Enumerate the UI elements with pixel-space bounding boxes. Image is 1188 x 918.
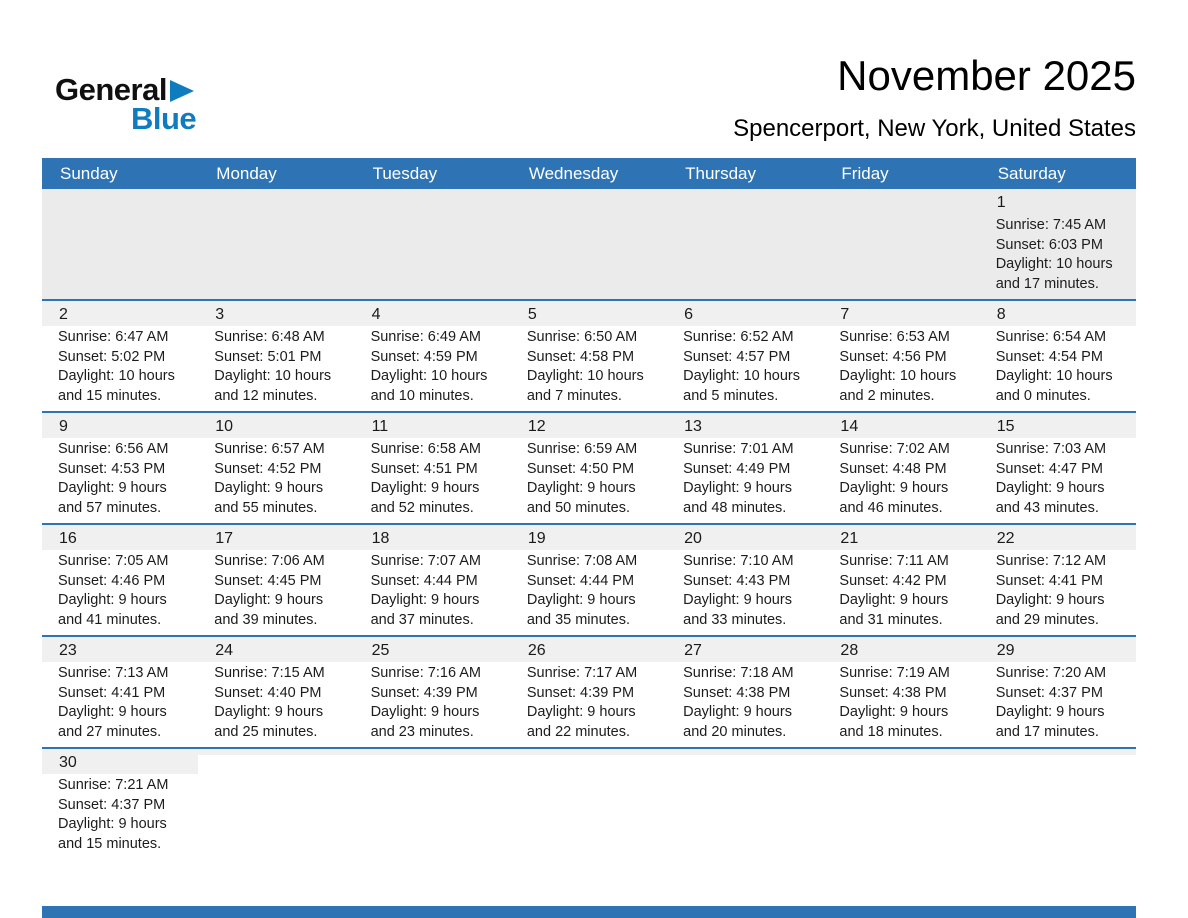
day-detail-line: Sunset: 4:51 PM [370,460,478,477]
day-detail-line: Sunrise: 7:21 AM [58,777,169,793]
day-cell-5 [511,301,667,411]
day-detail-line: Daylight: 9 hours [839,704,949,720]
day-detail-line: and 57 minutes. [58,499,162,516]
day-details [980,550,1136,635]
day-detail-line: Sunrise: 7:20 AM [995,665,1107,681]
day-details [355,195,511,278]
day-details [198,438,354,523]
day-cell-9 [42,413,198,523]
day-detail-line: Sunset: 5:02 PM [58,348,166,365]
calendar-header [733,52,1136,143]
calendar-grid [42,189,1136,859]
day-detail-line: Daylight: 9 hours [214,592,324,608]
day-detail-line: Daylight: 9 hours [58,816,167,832]
day-detail-line: and 39 minutes. [214,611,318,628]
weekday-header-friday: Friday [841,163,889,183]
day-cell-30 [42,749,198,859]
day-details [198,662,354,747]
day-detail-line: Sunset: 4:43 PM [683,572,791,589]
day-detail-line: Sunrise: 7:01 AM [683,441,794,457]
day-detail-line: Sunrise: 7:16 AM [370,665,481,681]
day-detail-line: Sunset: 4:46 PM [58,572,166,589]
general-blue-logo [55,72,196,137]
day-details [823,438,979,523]
day-details [667,195,823,278]
day-detail-line: and 52 minutes. [370,499,474,516]
day-details [511,662,667,747]
day-details [667,755,823,838]
day-detail-line: Daylight: 10 hours [683,368,801,384]
day-detail-line: Sunrise: 6:48 AM [214,329,325,345]
day-cell-4 [355,301,511,411]
location-subtitle: Spencerport, New York, United States [733,115,1136,142]
day-number: 14 [823,413,979,438]
day-detail-line: and 43 minutes. [995,499,1099,516]
day-detail-line: Sunrise: 7:05 AM [58,553,169,569]
day-detail-line: Sunrise: 6:49 AM [370,329,481,345]
day-number: 21 [823,525,979,550]
empty-cell [667,749,823,859]
day-detail-line: and 12 minutes. [214,387,318,404]
day-cell-22 [980,525,1136,635]
empty-cell [823,189,979,299]
day-detail-line: Sunrise: 6:52 AM [683,329,794,345]
empty-cell [823,749,979,859]
day-details [511,550,667,635]
day-detail-line: and 48 minutes. [683,499,787,516]
logo-text-blue: Blue [131,101,197,136]
day-details [667,550,823,635]
logo-text-general: General [55,72,167,107]
day-cell-11 [355,413,511,523]
day-number: 15 [980,413,1136,438]
day-detail-line: Sunrise: 6:59 AM [526,441,638,457]
day-detail-line: Sunset: 4:50 PM [526,460,635,477]
day-number: 13 [667,413,823,438]
day-detail-line: Sunrise: 7:45 AM [995,217,1107,233]
day-cell-27 [667,637,823,747]
day-detail-line: Sunset: 4:41 PM [58,684,166,701]
day-detail-line: and 41 minutes. [58,611,162,628]
day-details [198,195,354,278]
day-cell-13 [667,413,823,523]
day-cell-14 [823,413,979,523]
day-detail-line: and 17 minutes. [995,723,1099,740]
day-detail-line: Daylight: 9 hours [839,480,949,496]
day-detail-line: Daylight: 9 hours [995,592,1105,608]
day-detail-line: and 33 minutes. [683,611,787,628]
day-detail-line: and 55 minutes. [214,499,318,516]
day-details [42,195,198,278]
day-detail-line: Sunset: 4:42 PM [839,572,947,589]
empty-cell [980,749,1136,859]
day-detail-line: Sunrise: 7:12 AM [995,553,1107,569]
empty-cell [198,189,354,299]
day-number: 16 [42,525,198,550]
day-detail-line: Daylight: 9 hours [214,704,324,720]
weekday-header-saturday: Saturday [997,163,1066,183]
day-detail-line: Sunset: 4:57 PM [683,348,791,365]
day-detail-line: Sunset: 6:03 PM [995,236,1103,253]
day-number: 3 [198,301,354,326]
day-detail-line: Daylight: 9 hours [839,592,949,608]
day-number: 17 [198,525,354,550]
day-number: 18 [355,525,511,550]
day-number: 8 [980,301,1136,326]
day-detail-line: Daylight: 9 hours [370,592,480,608]
day-detail-line: Sunrise: 7:02 AM [839,441,950,457]
day-details [823,326,979,411]
empty-cell [355,749,511,859]
day-detail-line: and 2 minutes. [839,387,935,404]
day-details [823,662,979,747]
empty-cell [667,189,823,299]
day-detail-line: Sunset: 4:37 PM [58,796,166,813]
day-detail-line: Sunset: 4:40 PM [214,684,322,701]
day-detail-line: Sunrise: 7:15 AM [214,665,325,681]
day-detail-line: Sunset: 4:38 PM [839,684,947,701]
day-cell-25 [355,637,511,747]
day-number: 30 [42,749,198,774]
day-detail-line: Daylight: 10 hours [214,368,332,384]
day-details [980,214,1136,299]
day-detail-line: Sunrise: 6:58 AM [370,441,481,457]
weekday-header-thursday: Thursday [685,163,757,183]
day-detail-line: Daylight: 9 hours [683,592,792,608]
day-detail-line: Daylight: 9 hours [214,480,324,496]
day-detail-line: and 22 minutes. [526,723,631,740]
day-number: 26 [511,637,667,662]
day-details [511,326,667,411]
day-detail-line: Sunset: 4:53 PM [58,460,166,477]
day-detail-line: and 15 minutes. [58,835,162,852]
day-details [42,662,198,747]
day-detail-line: and 31 minutes. [839,611,943,628]
day-detail-line: Sunrise: 7:17 AM [526,665,638,681]
day-detail-line: Daylight: 9 hours [370,704,480,720]
day-detail-line: Sunset: 4:45 PM [214,572,322,589]
day-detail-line: Sunrise: 6:47 AM [58,329,169,345]
day-cell-8 [980,301,1136,411]
day-detail-line: and 29 minutes. [995,611,1099,628]
day-detail-line: and 20 minutes. [683,723,787,740]
day-detail-line: Sunrise: 7:07 AM [370,553,481,569]
day-detail-line: Sunrise: 7:18 AM [683,665,794,681]
day-details [511,438,667,523]
day-cell-7 [823,301,979,411]
day-cell-28 [823,637,979,747]
day-detail-line: Sunrise: 7:03 AM [995,441,1107,457]
empty-cell [42,189,198,299]
day-details [42,550,198,635]
day-detail-line: Sunset: 4:41 PM [995,572,1103,589]
day-details [355,438,511,523]
weekday-header-monday: Monday [216,163,277,183]
day-detail-line: Daylight: 9 hours [995,704,1105,720]
day-detail-line: and 0 minutes. [995,387,1091,404]
calendar-table [42,158,1136,859]
day-detail-line: Sunset: 4:47 PM [995,460,1103,477]
day-detail-line: Daylight: 10 hours [995,368,1113,384]
day-detail-line: Sunrise: 7:10 AM [683,553,794,569]
week-row-6 [42,747,1136,859]
day-detail-line: and 35 minutes. [526,611,631,628]
day-detail-line: Daylight: 10 hours [526,368,644,384]
week-row-5 [42,635,1136,747]
day-detail-line: Sunrise: 6:50 AM [526,329,638,345]
day-details [823,550,979,635]
day-details [355,755,511,838]
day-detail-line: Sunrise: 7:08 AM [526,553,638,569]
day-details [823,195,979,278]
day-cell-15 [980,413,1136,523]
day-number: 11 [355,413,511,438]
day-detail-line: Daylight: 9 hours [58,480,167,496]
day-details [198,550,354,635]
day-detail-line: and 15 minutes. [58,387,162,404]
day-detail-line: Daylight: 10 hours [370,368,488,384]
day-number: 20 [667,525,823,550]
day-detail-line: and 23 minutes. [370,723,474,740]
day-detail-line: Sunset: 4:39 PM [370,684,478,701]
day-detail-line: Sunset: 4:39 PM [526,684,635,701]
weekday-header-wednesday: Wednesday [528,163,619,183]
day-detail-line: Daylight: 10 hours [58,368,175,384]
day-detail-line: Daylight: 9 hours [58,704,167,720]
day-details [667,326,823,411]
empty-cell [198,749,354,859]
day-detail-line: Daylight: 9 hours [995,480,1105,496]
day-details [667,662,823,747]
day-details [355,662,511,747]
day-number: 19 [511,525,667,550]
day-detail-line: and 5 minutes. [683,387,779,404]
day-number: 7 [823,301,979,326]
day-detail-line: Daylight: 9 hours [526,704,636,720]
day-detail-line: Sunrise: 7:11 AM [839,553,949,569]
weekday-header-tuesday: Tuesday [372,163,438,183]
day-detail-line: Sunset: 4:44 PM [526,572,635,589]
day-details [980,662,1136,747]
day-detail-line: and 50 minutes. [526,499,631,516]
day-cell-23 [42,637,198,747]
day-detail-line: Sunrise: 7:19 AM [839,665,950,681]
weekday-header-row [42,158,1136,189]
day-number: 27 [667,637,823,662]
day-details [42,326,198,411]
day-detail-line: Sunset: 4:37 PM [995,684,1103,701]
day-detail-line: Daylight: 9 hours [683,480,792,496]
day-number: 25 [355,637,511,662]
empty-cell [511,749,667,859]
day-detail-line: and 10 minutes. [370,387,474,404]
day-detail-line: Sunset: 4:54 PM [995,348,1103,365]
day-details [980,755,1136,838]
day-cell-12 [511,413,667,523]
day-detail-line: Daylight: 9 hours [683,704,792,720]
day-detail-line: and 17 minutes. [995,275,1099,292]
empty-cell [511,189,667,299]
week-row-1 [42,189,1136,299]
month-year-title: November 2025 [837,52,1136,99]
day-detail-line: Sunrise: 6:54 AM [995,329,1107,345]
day-cell-1 [980,189,1136,299]
day-detail-line: Sunset: 4:44 PM [370,572,478,589]
day-detail-line: and 7 minutes. [526,387,622,404]
day-cell-10 [198,413,354,523]
day-detail-line: Sunrise: 7:13 AM [58,665,169,681]
day-cell-18 [355,525,511,635]
week-row-4 [42,523,1136,635]
day-details [198,326,354,411]
day-number: 28 [823,637,979,662]
day-details [667,438,823,523]
day-number: 2 [42,301,198,326]
day-details [511,755,667,838]
day-details [355,326,511,411]
day-detail-line: Daylight: 9 hours [526,592,636,608]
day-cell-20 [667,525,823,635]
day-number: 4 [355,301,511,326]
empty-cell [355,189,511,299]
week-row-2 [42,299,1136,411]
day-details [355,550,511,635]
day-detail-line: and 46 minutes. [839,499,943,516]
day-number: 12 [511,413,667,438]
day-detail-line: Sunset: 4:58 PM [526,348,635,365]
day-number: 9 [42,413,198,438]
day-detail-line: Daylight: 9 hours [370,480,480,496]
weekday-header-sunday: Sunday [60,163,118,183]
day-cell-3 [198,301,354,411]
day-number: 5 [511,301,667,326]
logo-flag-icon [170,80,194,102]
day-number: 23 [42,637,198,662]
day-detail-line: Sunset: 4:59 PM [370,348,478,365]
day-detail-line: and 27 minutes. [58,723,162,740]
day-number: 22 [980,525,1136,550]
day-detail-line: and 37 minutes. [370,611,474,628]
day-cell-21 [823,525,979,635]
day-details [42,774,198,859]
day-number: 24 [198,637,354,662]
day-detail-line: Daylight: 9 hours [58,592,167,608]
day-number: 29 [980,637,1136,662]
day-detail-line: Sunrise: 6:53 AM [839,329,950,345]
day-details [980,326,1136,411]
day-cell-17 [198,525,354,635]
day-detail-line: Sunset: 4:56 PM [839,348,947,365]
bottom-accent-bar [42,906,1136,918]
day-cell-26 [511,637,667,747]
week-row-3 [42,411,1136,523]
day-detail-line: Sunset: 4:52 PM [214,460,322,477]
day-detail-line: Sunrise: 7:06 AM [214,553,325,569]
day-detail-line: and 18 minutes. [839,723,943,740]
day-details [980,438,1136,523]
day-cell-16 [42,525,198,635]
day-detail-line: Sunset: 4:49 PM [683,460,791,477]
day-details [823,755,979,838]
day-detail-line: Sunrise: 6:57 AM [214,441,325,457]
day-detail-line: Daylight: 10 hours [995,256,1113,272]
day-cell-29 [980,637,1136,747]
day-detail-line: Sunset: 4:38 PM [683,684,791,701]
day-number: 1 [996,194,1006,211]
day-detail-line: Sunset: 5:01 PM [214,348,322,365]
day-detail-line: Daylight: 10 hours [839,368,957,384]
day-cell-2 [42,301,198,411]
day-details [511,195,667,278]
day-cell-24 [198,637,354,747]
day-detail-line: Sunrise: 6:56 AM [58,441,169,457]
day-detail-line: Daylight: 9 hours [526,480,636,496]
day-cell-6 [667,301,823,411]
day-cell-19 [511,525,667,635]
day-details [42,438,198,523]
day-detail-line: Sunset: 4:48 PM [839,460,947,477]
day-detail-line: and 25 minutes. [214,723,318,740]
day-number: 6 [667,301,823,326]
day-details [198,755,354,838]
day-number: 10 [198,413,354,438]
